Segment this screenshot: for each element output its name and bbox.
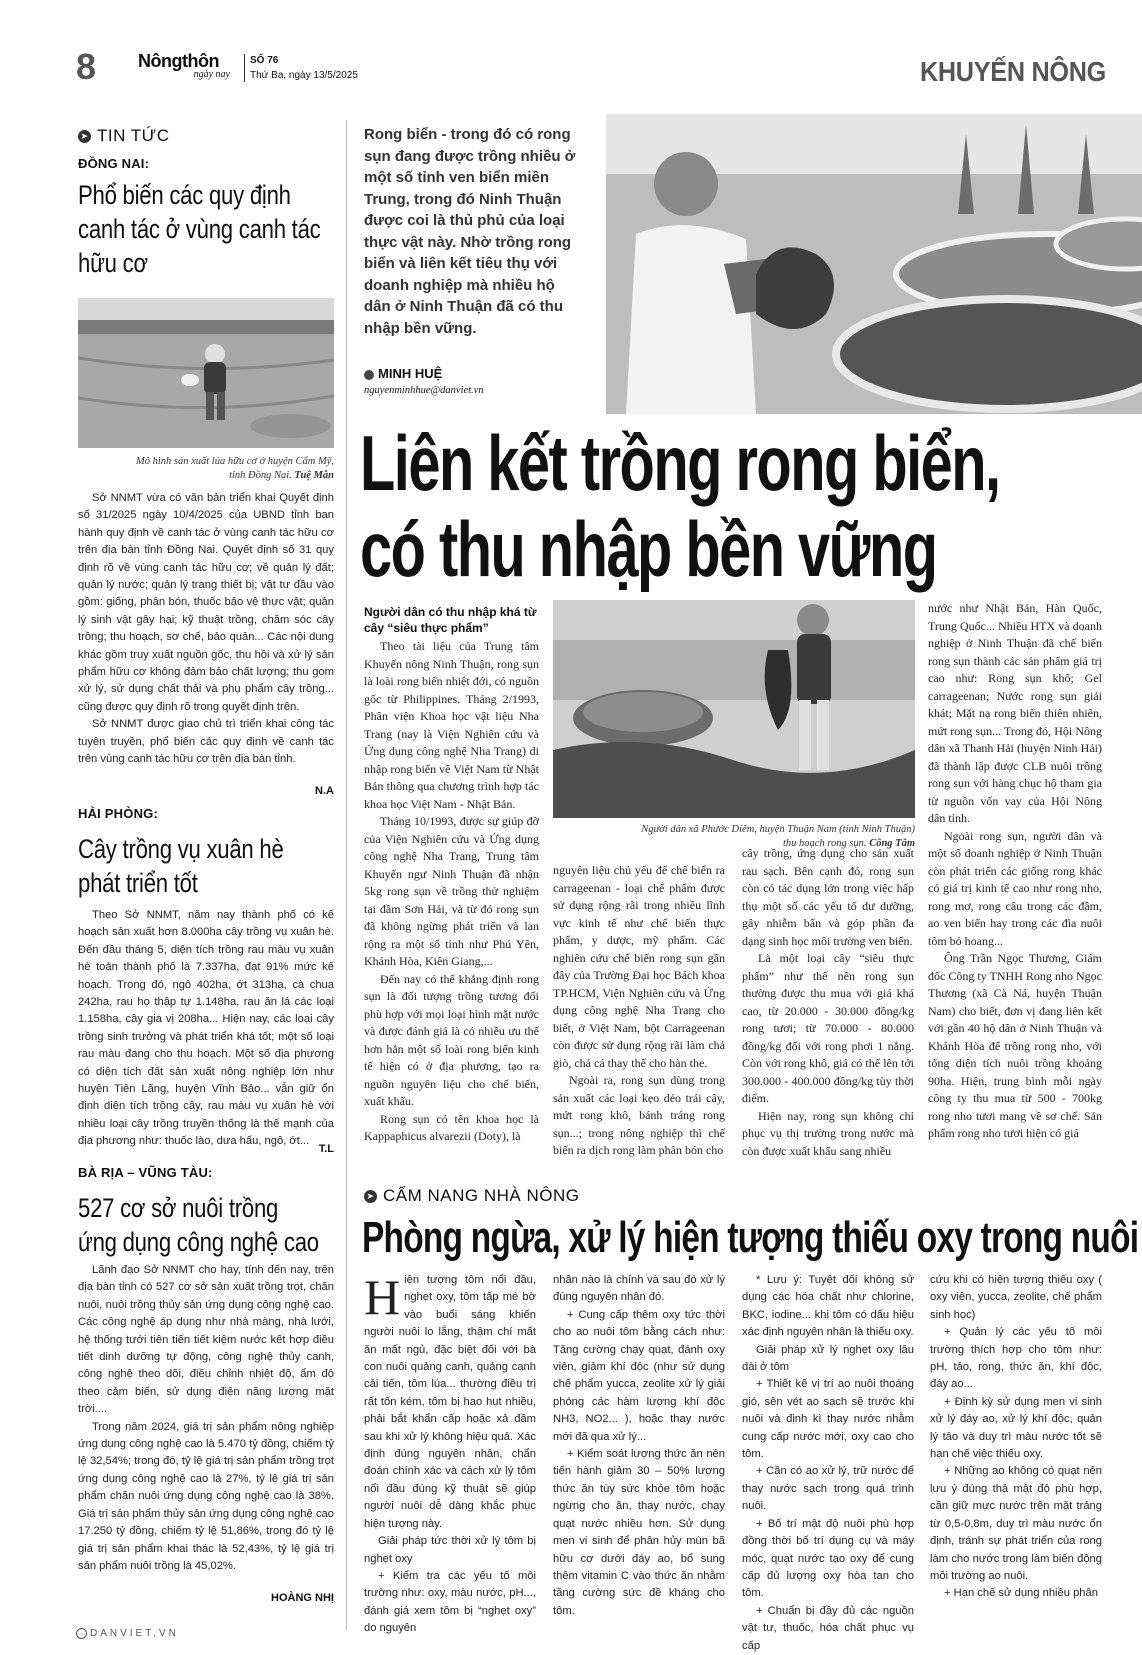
bottom-col2 bbox=[553, 1272, 725, 1620]
subhead: Người dân có thu nhập khá từ cây “siêu thực phẩm” bbox=[364, 605, 537, 635]
news3-title-line: 527 cơ sở nuôi trồng bbox=[78, 1193, 279, 1223]
paragraph: + Những ao không có quạt nên lưu ý đúng thả mật độ phù hợp, cần giữ mực nước trên mặt trảng từ 0,5-0,8m, duy trì màu nước ổn định, tránh sự phát triển của rong làm cho nước trong làm biến động môi trường ao nuôi. bbox=[930, 1465, 1102, 1582]
bottom-headline: Phòng ngừa, xử lý hiện tượng thiếu oxy trong nuôi bbox=[362, 1213, 1139, 1262]
paragraph: + Quản lý các yếu tố môi trường thích hợp cho tôm như: pH, tảo, rong, thức ăn, khí độc, đáy ao... bbox=[930, 1326, 1102, 1391]
paragraph: nước như Nhật Bản, Hàn Quốc, Trung Quốc... Nhiều HTX và doanh nghiệp ở Ninh Thuận đã chế biến rong sụn thành các sản phẩm giá trị cao như: Rong sụn khô; Gel carrageenan; Nước rong sụn giải khát; Mặt nạ rong biển thiên nhiên, mứt rong sụn... Trong đó, Hội Nông dân xã Thanh Hải (huyện Ninh Hải) đã thành lập được CLB nuôi trồng rong sụn với hàng chục hộ tham gia từ nguồn vốn vay của Hội Nông dân tỉnh. bbox=[928, 601, 1102, 825]
paragraph: cây trồng, ứng dụng cho sản xuất rau sạch. Bên cạnh đó, rong sụn còn có tác dụng lớn trong việc hấp thụ một số các yếu tố dư dưỡng, gây nhiễm bẩn và góp phần đa dạng sinh học môi trường ven biển. bbox=[742, 846, 914, 948]
tin-tuc-text: TIN TỨC bbox=[97, 126, 170, 145]
paragraph: Tháng 10/1993, được sự giúp đỡ của Viện Nghiên cứu và Ứng dụng công nghệ Nha Trang, Trung tâm Khuyến ngư Ninh Thuận đã nhận 5kg rong sụn về trồng thử nghiệm tại đầm Sơn Hải, và từ đó rong sụn đã không ngừng phát triển và lan rộng ra một số tỉnh như Phú Yên, Khánh Hòa, Kiên Giang,... bbox=[364, 814, 539, 968]
news3-signature: HOÀNG NHỊ bbox=[271, 1592, 334, 1604]
author-email: nguyenminhhue@danviet.vn bbox=[364, 385, 484, 396]
news2-title-line: phát triển tốt bbox=[78, 868, 198, 898]
logo-sub: ngày nay bbox=[193, 69, 230, 80]
bottom-col3 bbox=[742, 1272, 914, 1655]
headline-line: có thu nhập bền vững bbox=[360, 505, 937, 593]
headline bbox=[360, 420, 1142, 592]
caption-line: thu hoạch rong sụn. bbox=[782, 838, 867, 849]
cam-nang-text: CẨM NANG NHÀ NÔNG bbox=[383, 1186, 580, 1205]
bottom-col1 bbox=[364, 1269, 536, 1638]
logo-main: Nôngthôn bbox=[138, 51, 219, 71]
paragraph: Ngoài rong sụn, người dân và một số doanh nghiệp ở Ninh Thuận còn phát triển các giống rong khác có giá trị kinh tế cao như rong nho, rong mơ, rong câu trong các đầm, ao ven biển hay trong các đìa nuôi tôm bỏ hoang... bbox=[928, 828, 1102, 948]
paragraph: Là một loại cây “siêu thực phẩm” như thế nên rong sụn thường được thu mua với giá khá cao, từ 20.000 - 30.000 đồng/kg rong tươi; từ 70.000 - 80.000 đồng/kg đối với rong phơi 1 nắng. Còn với rong khô, giá có thể lên tới 300.000 - 400.000 đồng/kg tùy thời điểm. bbox=[742, 951, 914, 1105]
photo-credit: Công Tâm bbox=[869, 838, 915, 849]
sapo: Rong biển - trong đó có rong sụn đang được trồng nhiều ở một số tỉnh ven biển miền Trung, trong đó Ninh Thuận được coi là thủ phủ của loại thực vật này. Nhờ trồng rong biển và liên kết tiêu thụ với doanh nghiệp mà nhiều hộ dân ở Ninh Thuận đã có thu nhập bền vững. bbox=[364, 126, 576, 337]
masthead-logo bbox=[138, 52, 240, 80]
tin-tuc-label bbox=[78, 126, 169, 146]
footer-site bbox=[76, 1628, 179, 1639]
section-title: KHUYẾN NÔNG bbox=[919, 56, 1106, 87]
paragraph: + Hạn chế sử dụng nhiều phân bbox=[944, 1587, 1098, 1600]
news3-title-line: ứng dụng công nghệ cao bbox=[78, 1227, 319, 1257]
paragraph: Đến nay có thể khẳng định rong sụn là đối tượng trồng tương đối phù hợp với mọi loại hình mặt nước và được đánh giá là có nhiều ưu thế hơn hẳn một số loài rong biển kinh tế hiện có ở địa phương, tạo ra nguồn nguyên liệu cho chế biến, xuất khẩu. bbox=[364, 971, 539, 1108]
paragraph: Giải pháp tức thời xử lý tôm bị nghẹt oxy bbox=[364, 1535, 536, 1565]
paragraph: nhân nào là chính và sau đó xử lý đúng nguyên nhân đó. bbox=[553, 1274, 725, 1304]
headline-line: Liên kết trồng rong biển, bbox=[360, 419, 1000, 507]
organic-rice-field-photo bbox=[78, 298, 334, 448]
feature-col4 bbox=[928, 600, 1102, 1143]
paragraph: * Lưu ý: Tuyệt đối không sử dụng các hóa chất như chlorine, BKC, iodine... khi tôm có dấu hiệu xác định nguyên nhân là thiếu oxy. bbox=[742, 1274, 914, 1339]
paragraph: Giải pháp xử lý nghẹt oxy lâu dài ở tôm bbox=[742, 1343, 914, 1374]
news1-body bbox=[78, 490, 334, 769]
paragraph: + Thiết kế vị trí ao nuôi thoáng gió, sên vét ao sạch sẽ trước khi nuôi và định kì thay nước nhằm cung cấp nước mới, oxy cao cho tôm. bbox=[742, 1378, 914, 1461]
caption-line: tỉnh Đồng Nai. bbox=[229, 470, 292, 481]
seaweed-tank-photo bbox=[606, 114, 1142, 414]
news3-title bbox=[78, 1191, 372, 1259]
news1-title-line: canh tác ở vùng canh tác bbox=[78, 214, 321, 244]
issue-date: Thứ Ba, ngày 13/5/2025 bbox=[250, 70, 358, 81]
paragraph: iện tượng tôm nổi đầu, nghẹt oxy, tôm tấp mé bờ vào buổi sáng khiến người nuôi lo lắng, thậm chí mất ăn mất ngủ, đặc biệt đối với bà con nuôi quảng canh, quảng canh cải tiến, tôm lúa... thường điều trị rất tốn kém, tôm bị hao hụt nhiều, phải bắt khẩn cấp hoặc xả đầm sau khi xử lý không hiệu quả. Xác định đúng nguyên nhân, chẩn đoán chính xác và cách xử lý tôm nổi đầu đúng kỹ thuật sẽ giúp người nuôi dễ dàng khắc phục hiện tượng này. bbox=[364, 1274, 536, 1530]
paragraph: + Chuẩn bị đầy đủ các nguồn vật tư, thuốc, hóa chất phục vụ cấp bbox=[742, 1604, 914, 1652]
paragraph: cứu khi có hiện tượng thiếu oxy ( oxy viên, yucca, zeolite, chế phẩm sinh học) bbox=[930, 1274, 1102, 1321]
cam-nang-label bbox=[364, 1186, 579, 1206]
send-icon: ➤ bbox=[364, 1190, 377, 1203]
paragraph: Lãnh đạo Sở NNMT cho hay, tính đến nay, trên địa bàn tỉnh có 527 cơ sở sản xuất trồng trọt, chăn nuôi, nuôi trồng thủy sản ứng dụng công nghệ cao. Các công nghệ áp dụng như nhà màng, nhà lưới, hệ thống tưới tiên tiến tiết kiệm nước kết hợp điều tiết dinh dưỡng tự động, công nghệ thủy canh, công nghệ theo dõi, điều chỉnh nhiệt độ, ẩm độ theo cảm biến, sử dụng điện năng lượng mặt trời.... bbox=[78, 1264, 334, 1416]
send-icon: ➤ bbox=[78, 130, 91, 143]
news1-caption bbox=[110, 455, 334, 483]
dropcap: H bbox=[364, 1269, 401, 1325]
paragraph: Theo Sở NNMT, năm nay thành phố có kế hoạch sản xuất hơn 8.000ha cây trồng vụ xuân hè. Đến đầu tháng 5, diện tích trồng rau màu vụ xuân hè toàn thành phố là 7.337ha, đạt 91% mức kế hoạch. Trong đó, ngô 402ha, ớt 313ha, cà chua 242ha, rau họ thập tự 1.148ha, rau ăn lá các loại 1.158ha, cây gia vị 208ha... Hiện nay, các loại cây trồng sinh trưởng và phát triển khá tốt; một số loại rau màu đang cho thu hoạch. Một số địa phương có diện tích đất sản xuất nông nghiệp lớn như huyện Tiên Lãng, huyện Vĩnh Bảo... vẫn giữ ổn định diện tích trồng cây, rau màu vụ xuân hè với nhiều loại cây trồng truyền thống là thế mạnh của địa phương như: thuốc lào, dưa hấu, ngô, ớt... bbox=[78, 909, 334, 1148]
author-name: MINH HUỆ bbox=[378, 366, 443, 381]
paragraph: + Kiểm tra các yếu tố môi trường như: oxy, màu nước, pH..., đánh giá xem tôm bị “nghẹt oxy” do nguyên bbox=[364, 1569, 536, 1635]
paragraph: Trong năm 2024, giá trị sản phẩm nông nghiệp ứng dụng công nghệ cao là 5.470 tỷ đồng, chiếm tỷ lệ 32,54%; trong đó, tỷ lệ giá trị sản phẩm trồng trọt ứng dụng công nghệ cao là 27%, tỷ lệ giá trị sản phẩm chăn nuôi ứng dụng công nghệ cao là 38%. Giá trị sản phẩm thủy sản ứng dụng công nghệ cao 17.250 tỷ đồng, chiếm tỷ lệ 51,86%, trong đó tỷ lệ giá trị sản phẩm khai thác là 52,43%, tỷ lệ giá trị sản phẩm nuôi trồng là 45,02%. bbox=[78, 1420, 334, 1572]
column-rule bbox=[346, 120, 347, 1630]
footer-text: DANVIET.VN bbox=[90, 1628, 179, 1640]
news2-signature: T.L bbox=[318, 1143, 334, 1155]
rice-field-illustration bbox=[78, 298, 334, 448]
paragraph: + Cần có ao xử lý, trữ nước để thay nước sạch trong quá trình nuôi. bbox=[742, 1465, 914, 1513]
paragraph: Sở NNMT được giao chủ trì triển khai công tác tuyên truyền, phổ biến các quy định về canh tác trên vùng canh tác hữu cơ trên địa bàn tỉnh. bbox=[78, 718, 334, 766]
news2-body bbox=[78, 907, 334, 1151]
feature-col2 bbox=[553, 862, 725, 1160]
seaweed-farmer-illustration bbox=[606, 114, 1142, 414]
paragraph: + Kiểm soát lượng thức ăn nên tiến hành giảm 30 – 50% lượng thức ăn tùy sức khỏe tôm hoặc ngừng cho ăn, thay nước, chạy quạt nước nhiều hơn. Sử dụng men vi sinh để phân hủy mùn bã hữu cơ dưới đáy ao, bổ sung thêm vitamin C vào thức ăn nhằm tăng cường sức đề kháng cho tôm. bbox=[553, 1448, 725, 1617]
paragraph: + Bố trí mật độ nuôi phù hợp đồng thời bố trí dụng cụ và máy móc, quạt nước tạo oxy để cung cấp đủ lượng oxy hòa tan cho tôm. bbox=[742, 1517, 914, 1600]
author bbox=[364, 366, 442, 381]
news2-title-line: Cây trồng vụ xuân hè bbox=[78, 834, 284, 864]
feature-col3 bbox=[742, 845, 914, 1160]
news1-signature: N.A bbox=[315, 785, 334, 797]
paragraph: Ngoài ra, rong sụn dùng trong sản xuất các loại kẹo dẻo trái cây, mứt rong khô, bánh tráng rong sụn...; trong nông nghiệp thì chế biến ra dịch rong làm phân bón cho bbox=[553, 1073, 725, 1157]
photo-credit: Tuệ Mẫn bbox=[294, 470, 334, 481]
news3-body bbox=[78, 1262, 334, 1575]
paragraph: Theo tài liệu của Trung tâm Khuyến nông Ninh Thuận, rong sụn là loài rong biển nhiệt đới, có nguồn gốc từ Philippines. Tháng 2/1993, Phân viện Khoa học vật liệu Nha Trang (nay là Viện Nghiên cứu và Ứng dụng công nghệ Nha Trang) di nhập rong biển về Việt Nam từ Nhật Bản thông qua chương trình hợp tác khoa học Việt Nam - Nhật Bản. bbox=[364, 639, 539, 811]
news1-title-line: hữu cơ bbox=[78, 248, 148, 278]
paragraph: nguyên liệu chủ yếu để chế biến ra carrageenan - loại chế phẩm được sử dụng rộng rãi trong nhiều lĩnh vực kinh tế như chế biến thực phẩm, y dược, mỹ phẩm. Các nghiên cứu chế biến rong sụn gần đây của Trường Đại học Bách khoa TP.HCM, Viện Nghiên cứu và Ứng dụng công nghệ Nha Trang cho biết, ở Việt Nam, bột Carrageenan còn được sử dụng rộng rãi làm chả giò, chả cá thay thế cho hàn the. bbox=[553, 863, 725, 1070]
caption-line: Người dân xã Phước Diêm, huyện Thuận Nam (tỉnh Ninh Thuận) bbox=[641, 824, 915, 835]
bottom-col4 bbox=[930, 1272, 1102, 1603]
seaweed-harvest-photo bbox=[553, 600, 915, 818]
paragraph: + Định kỳ sử dụng men vi sinh xử lý đáy ao, xử lý khí độc, quản lý tảo và duy trì màu nước tốt sẽ hạn chế việc thiếu oxy. bbox=[930, 1395, 1102, 1461]
issue-number: SỐ 76 bbox=[250, 55, 279, 66]
paragraph: + Cung cấp thêm oxy tức thời cho ao nuôi tôm bằng cách như: Tăng cường chạy quạt, đánh oxy viên, giảm khí độc (như sử dụng chế phẩm yucca, zeolite xử lý giải phóng các hàm lượng khí độc NH3, NO2... ), hoặc thay nước mới đã qua xử lý... bbox=[553, 1308, 725, 1443]
news1-title bbox=[78, 178, 374, 280]
paragraph: Rong sụn có tên khoa học là Kappaphicus alvarezii (Doty), là bbox=[364, 1111, 539, 1143]
news1-title-line: Phổ biến các quy định bbox=[78, 180, 291, 210]
pen-icon bbox=[364, 370, 374, 380]
news2-location: HẢI PHÒNG: bbox=[78, 806, 158, 821]
paragraph: Ông Trần Ngọc Thương, Giám đốc Công ty TNHH Rong nho Ngọc Thương (xã Cà Ná, huyện Thuận Nam) cho biết, đơn vị đang liên kết với gần 40 hộ dân ở Ninh Thuận và Khánh Hòa để trồng rong nho, với tổng diện tích nuôi trồng khoảng 90ha. Hiện, trung bình mỗi ngày công ty thu mua từ 500 - 700kg rong nho tươi mang về sơ chế. Sản phẩm rong nho tươi hiện có giá bbox=[928, 951, 1102, 1140]
paragraph: Hiện nay, rong sụn không chỉ phục vụ thị trường trong nước mà còn được xuất khẩu sang nhiều bbox=[742, 1108, 914, 1158]
page-number: 8 bbox=[76, 46, 97, 87]
feature-col1 bbox=[364, 638, 539, 1146]
paragraph: Sở NNMT vừa có văn bản triển khai Quyết định số 31/2025 ngày 10/4/2025 của UBND tỉnh ban hành quy định về canh tác ở vùng canh tác hữu cơ trên địa bàn tỉnh Đồng Nai. Quyết định số 31 quy định rõ về vùng canh tác hữu cơ; về quản lý đất; quản lý nước; quản lý trang thiết bị; vật tư đầu vào gồm: giống, phân bón, thuốc bảo vệ thực vật; quản lý sinh vật gây hại; kỹ thuật trồng, chăm sóc cây trồng; thu hoạch, sơ chế, bảo quản... Các nội dung khác gồm truy xuất nguồn gốc, thu hồi và xử lý sản phẩm hữu cơ không đảm bảo chất lượng; thu gom xử lý, sử dụng chất thải và phụ phẩm cây trồng... cũng được quy định rõ trong quyết định trên. bbox=[78, 492, 334, 713]
seaweed-harvest-illustration bbox=[553, 600, 915, 818]
masthead-divider bbox=[244, 54, 245, 82]
news2-title bbox=[78, 832, 329, 900]
caption-line: Mô hình sản xuất lúa hữu cơ ở huyện Cẩm Mỹ, bbox=[135, 456, 334, 467]
globe-icon bbox=[76, 1628, 87, 1639]
news3-location: BÀ RỊA – VŨNG TÀU: bbox=[78, 1165, 213, 1180]
news1-location: ĐỒNG NAI: bbox=[78, 156, 150, 171]
